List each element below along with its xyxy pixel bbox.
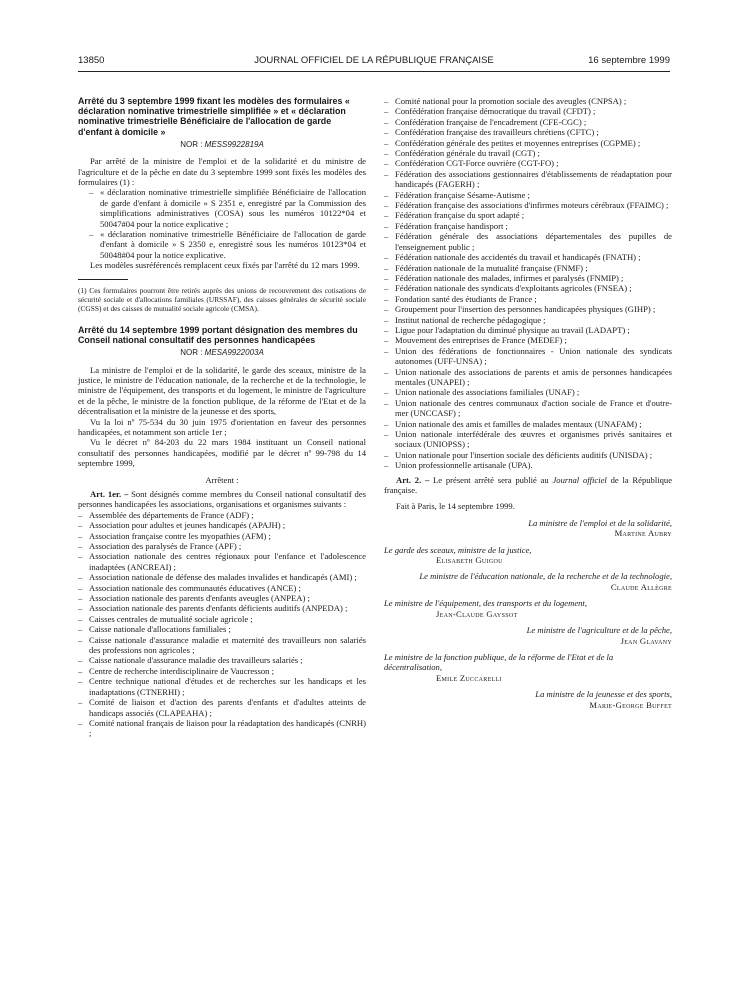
nor-label: NOR : bbox=[180, 348, 203, 358]
member-item: – Fédération nationale des malades, infirmes et paralysés (FNMIP) ; bbox=[384, 273, 672, 283]
member-item: – Union nationale des centres communaux d'action sociale de France et d'outre-mer (UNCCASF) ; bbox=[384, 398, 672, 419]
members-list-left bbox=[78, 510, 366, 739]
signature-role: Le ministre de la fonction publique, de la réforme de l'Etat et de la décentralisation, bbox=[384, 651, 614, 673]
member-item: – Fédération nationale de la mutualité française (FNMF) ; bbox=[384, 263, 672, 273]
page-header bbox=[78, 55, 670, 71]
header-rule bbox=[78, 71, 670, 72]
member-item: – Association des paralysés de France (APF) ; bbox=[78, 541, 366, 551]
member-item: – Caisse nationale d'assurance maladie et maternité des travailleurs non salariés des professions non agricoles ; bbox=[78, 635, 366, 656]
signature-name: Jean Glavany bbox=[620, 635, 672, 646]
signatures bbox=[384, 518, 672, 710]
signature-role: Le ministre de l'éducation nationale, de la recherche et de la technologie, bbox=[419, 571, 672, 582]
member-item: – Fédération française handisport ; bbox=[384, 221, 672, 231]
member-item: – Fédération française des associations d'infirmes moteurs cérébraux (FFAIMC) ; bbox=[384, 200, 672, 210]
article-1-paragraph bbox=[78, 489, 366, 510]
nor-label: NOR : bbox=[180, 139, 203, 149]
signature-role: Le ministre de l'agriculture et de la pêche, bbox=[526, 625, 672, 636]
member-item: – Institut national de recherche pédagogique ; bbox=[384, 315, 672, 325]
member-item: – Union nationale des associations familiales (UNAF) ; bbox=[384, 387, 672, 397]
signature-block bbox=[384, 625, 672, 646]
member-item: – Fédération des associations gestionnaires d'établissements de réadaptation pour handicapés (FAGERH) ; bbox=[384, 169, 672, 190]
member-item: – Caisses centrales de mutualité sociale agricole ; bbox=[78, 614, 366, 624]
member-item: – Union nationale des associations de parents et amis de personnes handicapées mentales (UNAPEI) ; bbox=[384, 367, 672, 388]
signature-name: Jean-Claude Gayssot bbox=[436, 608, 518, 619]
page-number: 13850 bbox=[78, 55, 105, 66]
member-item: – Mouvement des entreprises de France (MEDEF) ; bbox=[384, 335, 672, 345]
arretent: Arrêtent : bbox=[205, 474, 239, 485]
member-item: – Fédération française du sport adapté ; bbox=[384, 210, 672, 220]
member-item: – Comité national pour la promotion sociale des aveugles (CNPSA) ; bbox=[384, 96, 672, 106]
member-item: – Ligue pour l'adaptation du diminué physique au travail (LADAPT) ; bbox=[384, 325, 672, 335]
member-item: – Comité de liaison et d'action des parents d'enfants et d'adultes atteints de handicaps associés (CLAPEAHA) ; bbox=[78, 697, 366, 718]
member-item: – Union professionnelle artisanale (UPA). bbox=[384, 460, 672, 470]
signature-block bbox=[384, 598, 672, 619]
signature-role: La ministre de la jeunesse et des sports, bbox=[535, 689, 672, 700]
member-item: – Union nationale pour l'insertion sociale des déficients auditifs (UNISDA) ; bbox=[384, 450, 672, 460]
done-at: Fait à Paris, le 14 septembre 1999. bbox=[396, 501, 515, 512]
list-item: – « déclaration nominative trimestrielle simplifiée Bénéficiaire de l'allocation de garde d'enfant à domicile » S 2351 e, enregistré par la Commission des simplifications administratives (COSA) sous les numéros 10122*04 et 50047#04 pour la notice explicative ; bbox=[78, 187, 366, 229]
signature-role: Le ministre de l'équipement, des transports et du logement, bbox=[384, 598, 587, 609]
signature-block bbox=[384, 652, 672, 683]
member-item: – Centre technique national d'études et de recherches sur les handicaps et les inadaptations (CTNERHI) ; bbox=[78, 676, 366, 697]
member-item: – Association nationale des communautés éducatives (ANCE) ; bbox=[78, 583, 366, 593]
signature-block bbox=[384, 518, 672, 539]
preamble-paragraph: Vu la loi nº 75-534 du 30 juin 1975 d'orientation en faveur des personnes handicapées, et notamment son article 1er ; bbox=[78, 416, 366, 437]
members-list-right bbox=[384, 96, 672, 471]
journal-title: JOURNAL OFFICIEL DE LA RÉPUBLIQUE FRANÇAISE bbox=[254, 55, 494, 66]
member-item: – Association pour adultes et jeunes handicapés (APAJH) ; bbox=[78, 520, 366, 530]
article2-title: Arrêté du 14 septembre 1999 portant désignation des membres du Conseil national consultatif des personnes handicapées bbox=[78, 324, 358, 345]
member-item: – Fédération française Sésame-Autisme ; bbox=[384, 190, 672, 200]
signature-name: Claude Allègre bbox=[610, 581, 672, 592]
member-item: – Confédération française de l'encadrement (CFE-CGC) ; bbox=[384, 117, 672, 127]
member-item: – Fédération nationale des syndicats d'exploitants agricoles (FNSEA) ; bbox=[384, 283, 672, 293]
member-item: – Fédération nationale des accidentés du travail et handicapés (FNATH) ; bbox=[384, 252, 672, 262]
list-item: – « déclaration nominative trimestrielle Bénéficiaire de l'allocation de garde d'enfant à domicile » S 2350 e, enregistré sous les numéros 10123*04 et 50048#04 pour la notice explicative. bbox=[78, 229, 366, 260]
footnote: (1) Ces formulaires pourront être retirés auprès des unions de recouvrement des cotisations de sécurité sociale et d'allocations familiales (URSSAF), des caisses générales de sécurité sociale (CGSS) et des caisses de mutualité sociale agricole (CMSA). bbox=[78, 285, 366, 313]
member-item: – Fédération générale des associations départementales des pupilles de l'enseignement public ; bbox=[384, 231, 672, 252]
member-item: – Association nationale des parents d'enfants aveugles (ANPEA) ; bbox=[78, 593, 366, 603]
member-item: – Assemblée des départements de France (ADF) ; bbox=[78, 510, 366, 520]
signature-block bbox=[384, 571, 672, 592]
signature-name: Emile Zuccarelli bbox=[436, 672, 502, 683]
member-item: – Confédération française démocratique du travail (CFDT) ; bbox=[384, 106, 672, 116]
article1-nor bbox=[78, 140, 366, 150]
member-item: – Confédération générale des petites et moyennes entreprises (CGPME) ; bbox=[384, 138, 672, 148]
signature-block bbox=[384, 689, 672, 710]
member-item: – Caisse nationale d'allocations familiales ; bbox=[78, 624, 366, 634]
member-item: – Confédération française des travailleurs chrétiens (CFTC) ; bbox=[384, 127, 672, 137]
member-item: – Confédération générale du travail (CGT) ; bbox=[384, 148, 672, 158]
preamble-paragraph: La ministre de l'emploi et de la solidarité, le garde des sceaux, ministre de la justice, le ministre de l'éducation nationale, de la recherche et de la technologie, le ministre de l'équipement, des transports et du logement, le ministre de l'agriculture et de la pêche, le ministre de la fonction publique, de la réforme de l'Etat et de la décentralisation et la ministre de la jeunesse et des sports, bbox=[78, 364, 366, 417]
article1-intro: Par arrêté de la ministre de l'emploi et de la solidarité et du ministre de l'agriculture et de la pêche en date du 3 septembre 1999 sont fixés les modèles des formulaires (1) : bbox=[78, 156, 366, 188]
article-2-label: Art. 2. – bbox=[396, 474, 430, 485]
member-item: – Association nationale de défense des malades invalides et handicapés (AMI) ; bbox=[78, 572, 366, 582]
member-item: – Confédération CGT-Force ouvrière (CGT-FO) ; bbox=[384, 158, 672, 168]
left-column bbox=[78, 96, 366, 739]
issue-date: 16 septembre 1999 bbox=[588, 55, 670, 66]
article-1-label: Art. 1er. – bbox=[90, 488, 129, 499]
article-1-text: Sont désignés comme membres du Conseil national consultatif des personnes handicapées les associations, organisations et organismes suivants : bbox=[78, 488, 367, 510]
article2-nor bbox=[78, 348, 366, 358]
article-2-journal: Journal officiel bbox=[552, 474, 607, 485]
member-item: – Association nationale des parents d'enfants déficients auditifs (ANPEDA) ; bbox=[78, 603, 366, 613]
signature-block bbox=[384, 545, 672, 566]
article-2-text-before: Le présent arrêté sera publié au bbox=[433, 474, 549, 485]
signature-name: Elisabeth Guigou bbox=[436, 555, 503, 566]
signature-role: La ministre de l'emploi et de la solidarité, bbox=[528, 517, 672, 528]
preamble-paragraph: Vu le décret nº 84-203 du 22 mars 1984 instituant un Conseil national consultatif des personnes handicapées, modifié par le décret nº 99-798 du 14 septembre 1999, bbox=[78, 437, 366, 469]
member-item: – Comité national français de liaison pour la réadaptation des handicapés (CNRH) ; bbox=[78, 718, 366, 739]
member-item: – Union des fédérations de fonctionnaires - Union nationale des syndicats autonomes (UFF-UNSA) ; bbox=[384, 346, 672, 367]
article1-closing: Les modèles susréférencés remplacent ceux fixés par l'arrêté du 12 mars 1999. bbox=[90, 260, 360, 271]
member-item: – Association nationale des centres régionaux pour l'enfance et l'adolescence inadaptées (ANCREAI) ; bbox=[78, 551, 366, 572]
member-item: – Caisse nationale d'assurance maladie des travailleurs salariés ; bbox=[78, 655, 366, 665]
member-item: – Fondation santé des étudiants de France ; bbox=[384, 294, 672, 304]
member-item: – Union nationale des amis et familles de malades mentaux (UNAFAM) ; bbox=[384, 419, 672, 429]
signature-name: Marie-George Buffet bbox=[589, 699, 672, 710]
signature-role: Le garde des sceaux, ministre de la justice, bbox=[384, 544, 532, 555]
member-item: – Association française contre les myopathies (AFM) ; bbox=[78, 531, 366, 541]
article1-title: Arrêté du 3 septembre 1999 fixant les modèles des formulaires « déclaration nominative trimestrielle simplifiée » et « déclaration nominative trimestrielle Bénéficiaire de l'allocation de garde d'enfant à domicile » bbox=[78, 96, 350, 137]
article-2-paragraph bbox=[384, 475, 672, 496]
right-column bbox=[384, 96, 672, 716]
nor-code: MESA9922003A bbox=[204, 348, 264, 358]
signature-name: Martine Aubry bbox=[614, 528, 672, 539]
article1-items bbox=[78, 187, 366, 260]
article-2-text-after: de la République française. bbox=[384, 474, 673, 496]
footnote-rule bbox=[78, 279, 128, 280]
member-item: – Union nationale interfédérale des œuvres et organismes privés sanitaires et sociaux (UNIOPSS) ; bbox=[384, 429, 672, 450]
nor-code: MESS9922819A bbox=[204, 139, 264, 149]
member-item: – Centre de recherche interdisciplinaire de Vaucresson ; bbox=[78, 666, 366, 676]
member-item: – Groupement pour l'insertion des personnes handicapées physiques (GIHP) ; bbox=[384, 304, 672, 314]
